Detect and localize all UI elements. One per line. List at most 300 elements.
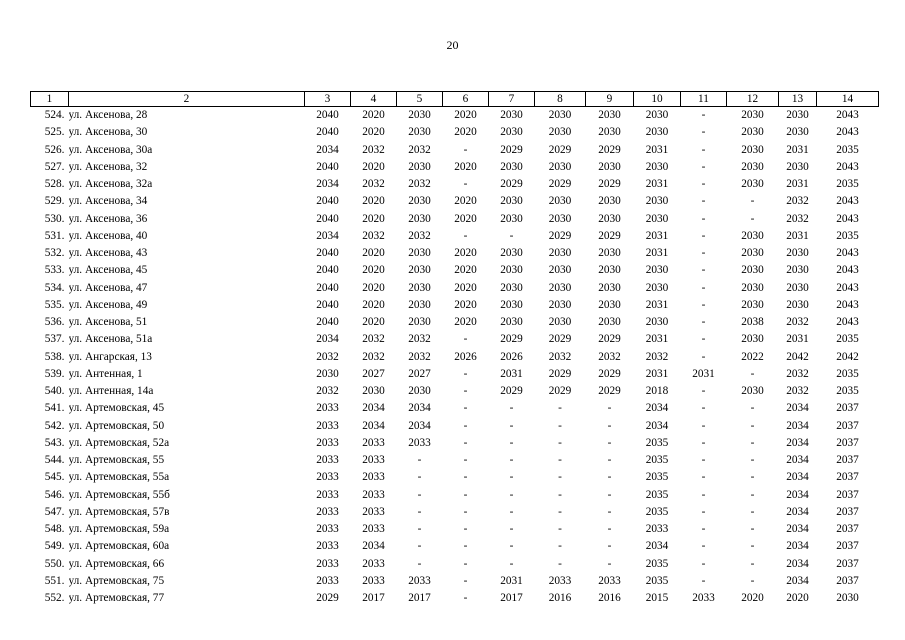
year-cell: 2032	[786, 367, 809, 380]
year-cell: 2032	[598, 350, 621, 363]
column-header: 3	[305, 92, 351, 107]
year-cell: 2034	[786, 454, 809, 467]
year-cell: 2033	[316, 436, 339, 449]
table-row	[31, 211, 879, 228]
year-cell: 2029	[548, 367, 572, 380]
year-cell: 2030	[598, 109, 621, 122]
address-cell: ул. Аксенова, 51	[68, 316, 148, 329]
row-number: 528.	[44, 178, 65, 191]
column-header: 5	[397, 92, 443, 107]
year-cell: 2016	[598, 592, 621, 605]
year-cell: 2029	[500, 333, 523, 346]
address-cell: ул. Артемовская, 77	[68, 592, 165, 605]
year-cell: -	[701, 574, 706, 587]
year-cell: 2020	[454, 160, 477, 173]
year-cell: 2027	[408, 367, 431, 380]
year-cell: 2043	[836, 195, 859, 208]
year-cell: 2043	[836, 247, 859, 260]
year-cell: 2020	[362, 298, 385, 311]
year-cell: -	[750, 574, 755, 587]
year-cell: 2030	[408, 109, 431, 122]
year-cell: 2030	[362, 385, 385, 398]
year-cell: 2030	[645, 109, 669, 122]
row-number: 549.	[44, 540, 65, 553]
year-cell: 2029	[548, 178, 572, 191]
year-cell: -	[750, 195, 755, 208]
year-cell: 2020	[362, 212, 385, 225]
year-cell: 2029	[598, 143, 621, 156]
year-cell: 2030	[741, 385, 764, 398]
year-cell: 2032	[408, 143, 431, 156]
year-cell: -	[463, 333, 468, 346]
year-cell: 2030	[500, 160, 523, 173]
year-cell: 2029	[548, 333, 572, 346]
year-cell: 2031	[786, 143, 809, 156]
year-cell: -	[463, 488, 468, 501]
address-cell: ул. Аксенова, 34	[68, 195, 148, 208]
year-cell: 2038	[741, 316, 764, 329]
year-cell: -	[463, 143, 468, 156]
year-cell: 2040	[316, 247, 339, 260]
year-cell: -	[607, 436, 612, 449]
year-cell: 2030	[500, 281, 523, 294]
table-row	[31, 487, 879, 504]
year-cell: 2030	[786, 298, 809, 311]
year-cell: 2030	[408, 316, 431, 329]
year-cell: -	[701, 402, 706, 415]
year-cell: 2030	[741, 178, 764, 191]
year-cell: -	[607, 540, 612, 553]
year-cell: 2040	[316, 316, 339, 329]
address-cell: ул. Аксенова, 32	[68, 160, 148, 173]
year-cell: 2035	[645, 505, 669, 518]
table-row	[31, 504, 879, 521]
year-cell: 2030	[741, 160, 764, 173]
address-cell: ул. Артемовская, 45	[68, 402, 165, 415]
address-cell: ул. Аксенова, 28	[68, 109, 148, 122]
year-cell: -	[558, 436, 562, 449]
year-cell: 2035	[645, 488, 669, 501]
year-cell: 2043	[836, 281, 859, 294]
year-cell: 2030	[408, 247, 431, 260]
year-cell: -	[701, 419, 706, 432]
year-cell: 2032	[362, 178, 385, 191]
year-cell: 2030	[741, 143, 764, 156]
year-cell: 2033	[316, 523, 339, 536]
year-cell: 2031	[500, 574, 523, 587]
header-row	[31, 92, 879, 107]
year-cell: 2030	[598, 316, 621, 329]
year-cell: 2032	[408, 178, 431, 191]
year-cell: 2042	[786, 350, 809, 363]
year-cell: 2030	[741, 109, 764, 122]
year-cell: 2020	[454, 126, 477, 139]
year-cell: 2035	[645, 574, 669, 587]
year-cell: -	[558, 419, 562, 432]
address-cell: ул. Артемовская, 75	[68, 574, 165, 587]
year-cell: 2030	[598, 247, 621, 260]
year-cell: 2035	[645, 471, 669, 484]
address-cell: ул. Артемовская, 57в	[68, 505, 170, 518]
year-cell: 2032	[548, 350, 572, 363]
year-cell: -	[463, 436, 468, 449]
address-cell: ул. Аксенова, 30	[68, 126, 148, 139]
table-row	[31, 262, 879, 279]
column-header: 9	[586, 92, 634, 107]
table-row	[31, 435, 879, 452]
table-row	[31, 159, 879, 176]
year-cell: 2037	[836, 419, 859, 432]
year-cell: 2033	[548, 574, 572, 587]
year-cell: -	[463, 229, 468, 242]
year-cell: -	[509, 436, 514, 449]
year-cell: 2029	[598, 178, 621, 191]
year-cell: -	[701, 505, 706, 518]
year-cell: 2020	[454, 109, 477, 122]
year-cell: 2037	[836, 471, 859, 484]
year-cell: 2031	[645, 333, 669, 346]
address-cell: ул. Аксенова, 40	[68, 229, 148, 242]
table-row	[31, 590, 879, 607]
year-cell: -	[607, 402, 612, 415]
year-cell: 2035	[836, 143, 859, 156]
table-header	[31, 92, 879, 107]
year-cell: 2029	[316, 592, 339, 605]
year-cell: -	[463, 592, 468, 605]
table-body	[31, 107, 879, 608]
year-cell: -	[463, 178, 468, 191]
year-cell: 2040	[316, 264, 339, 277]
year-cell: -	[463, 523, 468, 536]
row-number: 529.	[44, 195, 65, 208]
address-cell: ул. Аксенова, 49	[68, 298, 148, 311]
year-cell: 2020	[362, 281, 385, 294]
year-cell: 2032	[645, 350, 669, 363]
year-cell: -	[750, 471, 755, 484]
page-number: 20	[446, 38, 459, 52]
year-cell: 2030	[786, 281, 809, 294]
year-cell: 2017	[500, 592, 523, 605]
year-cell: 2031	[645, 247, 669, 260]
year-cell: -	[701, 126, 706, 139]
year-cell: 2030	[500, 109, 523, 122]
year-cell: 2017	[362, 592, 385, 605]
year-cell: -	[509, 505, 514, 518]
year-cell: 2043	[836, 212, 859, 225]
year-cell: 2034	[786, 505, 809, 518]
year-cell: -	[509, 488, 514, 501]
year-cell: 2030	[316, 367, 339, 380]
year-cell: 2033	[408, 574, 431, 587]
year-cell: 2033	[316, 574, 339, 587]
year-cell: -	[558, 454, 562, 467]
year-cell: -	[417, 523, 422, 536]
year-cell: 2030	[741, 229, 764, 242]
year-cell: 2030	[645, 212, 669, 225]
year-cell: 2032	[786, 316, 809, 329]
year-cell: 2030	[408, 212, 431, 225]
address-cell: ул. Артемовская, 55б	[68, 488, 170, 501]
address-cell: ул. Артемовская, 55	[68, 454, 165, 467]
address-cell: ул. Аксенова, 32а	[68, 178, 153, 191]
year-cell: 2035	[836, 229, 859, 242]
year-cell: 2030	[598, 281, 621, 294]
year-cell: 2020	[454, 298, 477, 311]
year-cell: 2029	[598, 385, 621, 398]
year-cell: 2030	[408, 281, 431, 294]
year-cell: 2043	[836, 109, 859, 122]
year-cell: 2035	[645, 454, 669, 467]
year-cell: 2034	[316, 229, 339, 242]
year-cell: -	[701, 160, 706, 173]
year-cell: 2034	[786, 471, 809, 484]
year-cell: 2030	[741, 247, 764, 260]
table-row	[31, 556, 879, 573]
year-cell: -	[417, 471, 422, 484]
year-cell: 2020	[741, 592, 764, 605]
year-cell: 2030	[786, 109, 809, 122]
year-cell: -	[750, 454, 755, 467]
year-cell: 2043	[836, 126, 859, 139]
year-cell: 2034	[786, 488, 809, 501]
year-cell: 2020	[362, 247, 385, 260]
year-cell: 2030	[500, 212, 523, 225]
year-cell: 2030	[548, 160, 572, 173]
year-cell: 2035	[836, 385, 859, 398]
year-cell: 2034	[645, 402, 669, 415]
row-number: 531.	[44, 229, 65, 242]
year-cell: -	[701, 229, 706, 242]
year-cell: 2037	[836, 574, 859, 587]
year-cell: -	[463, 540, 468, 553]
row-number: 536.	[44, 316, 65, 329]
year-cell: -	[701, 471, 706, 484]
year-cell: -	[750, 505, 755, 518]
year-cell: 2034	[362, 540, 385, 553]
year-cell: -	[558, 505, 562, 518]
year-cell: 2033	[598, 574, 621, 587]
table-row	[31, 469, 879, 486]
row-number: 547.	[44, 505, 65, 518]
table-row	[31, 521, 879, 538]
year-cell: 2034	[316, 333, 339, 346]
year-cell: -	[750, 488, 755, 501]
year-cell: 2030	[548, 126, 572, 139]
year-cell: 2037	[836, 488, 859, 501]
year-cell: 2026	[454, 350, 477, 363]
column-header: 13	[779, 92, 817, 107]
year-cell: -	[558, 402, 562, 415]
year-cell: 2032	[362, 229, 385, 242]
table-row	[31, 418, 879, 435]
year-cell: 2033	[316, 454, 339, 467]
year-cell: 2032	[408, 229, 431, 242]
year-cell: 2040	[316, 195, 339, 208]
year-cell: -	[509, 402, 514, 415]
year-cell: -	[463, 385, 468, 398]
year-cell: 2037	[836, 505, 859, 518]
year-cell: 2034	[786, 419, 809, 432]
year-cell: 2033	[316, 488, 339, 501]
year-cell: 2030	[548, 212, 572, 225]
year-cell: 2034	[645, 540, 669, 553]
year-cell: -	[417, 488, 422, 501]
column-header: 6	[443, 92, 489, 107]
year-cell: 2034	[786, 436, 809, 449]
year-cell: 2027	[362, 367, 385, 380]
year-cell: 2043	[836, 298, 859, 311]
year-cell: -	[701, 436, 706, 449]
year-cell: 2033	[362, 505, 385, 518]
year-cell: 2033	[692, 592, 715, 605]
year-cell: 2030	[645, 160, 669, 173]
year-cell: -	[509, 454, 514, 467]
year-cell: -	[607, 454, 612, 467]
year-cell: -	[509, 557, 514, 570]
table-row	[31, 176, 879, 193]
column-header: 14	[817, 92, 879, 107]
row-number: 550.	[44, 557, 65, 570]
row-number: 539.	[44, 367, 65, 380]
column-header: 7	[489, 92, 535, 107]
year-cell: 2030	[408, 160, 431, 173]
year-cell: 2033	[316, 505, 339, 518]
year-cell: 2033	[316, 419, 339, 432]
year-cell: 2031	[645, 178, 669, 191]
year-cell: 2030	[598, 195, 621, 208]
year-cell: -	[463, 557, 468, 570]
year-cell: 2034	[316, 143, 339, 156]
year-cell: 2034	[316, 178, 339, 191]
year-cell: -	[701, 316, 706, 329]
year-cell: 2022	[741, 350, 764, 363]
year-cell: 2016	[548, 592, 572, 605]
year-cell: 2037	[836, 557, 859, 570]
year-cell: 2029	[598, 367, 621, 380]
year-cell: -	[607, 523, 612, 536]
year-cell: -	[701, 523, 706, 536]
table-row	[31, 280, 879, 297]
year-cell: -	[701, 454, 706, 467]
year-cell: -	[701, 350, 706, 363]
year-cell: -	[701, 385, 706, 398]
year-cell: 2030	[741, 281, 764, 294]
year-cell: -	[750, 367, 755, 380]
year-cell: 2030	[786, 247, 809, 260]
address-cell: ул. Аксенова, 30а	[68, 143, 153, 156]
year-cell: 2034	[786, 574, 809, 587]
year-cell: 2030	[408, 385, 431, 398]
year-cell: 2032	[316, 350, 339, 363]
column-header: 1	[31, 92, 69, 107]
year-cell: -	[701, 178, 706, 191]
year-cell: 2020	[454, 281, 477, 294]
year-cell: -	[750, 402, 755, 415]
year-cell: 2030	[500, 126, 523, 139]
year-cell: 2035	[836, 178, 859, 191]
year-cell: -	[463, 367, 468, 380]
column-header: 8	[535, 92, 586, 107]
year-cell: 2030	[598, 264, 621, 277]
year-cell: 2034	[786, 557, 809, 570]
table-row	[31, 573, 879, 590]
year-cell: 2020	[362, 316, 385, 329]
year-cell: 2040	[316, 281, 339, 294]
row-number: 532.	[44, 247, 65, 260]
year-cell: 2030	[598, 212, 621, 225]
year-cell: 2031	[786, 333, 809, 346]
year-cell: -	[701, 488, 706, 501]
year-cell: 2033	[362, 488, 385, 501]
year-cell: -	[701, 298, 706, 311]
year-cell: 2033	[316, 402, 339, 415]
year-cell: 2034	[786, 540, 809, 553]
year-cell: -	[701, 212, 706, 225]
year-cell: 2020	[454, 316, 477, 329]
year-cell: 2030	[786, 264, 809, 277]
year-cell: -	[463, 471, 468, 484]
year-cell: 2040	[316, 160, 339, 173]
year-cell: 2032	[362, 350, 385, 363]
year-cell: 2043	[836, 316, 859, 329]
year-cell: -	[750, 419, 755, 432]
year-cell: 2035	[645, 557, 669, 570]
table-row	[31, 366, 879, 383]
year-cell: -	[701, 109, 706, 122]
year-cell: -	[750, 557, 755, 570]
year-cell: 2032	[786, 385, 809, 398]
year-cell: 2029	[500, 385, 523, 398]
year-cell: -	[463, 454, 468, 467]
year-cell: 2032	[408, 333, 431, 346]
address-cell: ул. Артемовская, 52а	[68, 436, 170, 449]
year-cell: -	[558, 471, 562, 484]
year-cell: 2037	[836, 454, 859, 467]
year-cell: -	[509, 471, 514, 484]
year-cell: 2033	[645, 523, 669, 536]
table-row	[31, 452, 879, 469]
year-cell: 2030	[598, 126, 621, 139]
year-cell: -	[701, 281, 706, 294]
year-cell: 2035	[836, 367, 859, 380]
year-cell: 2030	[548, 195, 572, 208]
year-cell: 2037	[836, 402, 859, 415]
year-cell: 2030	[500, 264, 523, 277]
column-header: 10	[634, 92, 681, 107]
year-cell: 2040	[316, 298, 339, 311]
year-cell: -	[750, 436, 755, 449]
year-cell: 2018	[645, 385, 669, 398]
year-cell: 2043	[836, 264, 859, 277]
year-cell: 2034	[645, 419, 669, 432]
year-cell: 2034	[786, 402, 809, 415]
column-header: 4	[351, 92, 397, 107]
year-cell: 2030	[836, 592, 859, 605]
year-cell: -	[607, 557, 612, 570]
year-cell: 2040	[316, 212, 339, 225]
year-cell: 2020	[454, 264, 477, 277]
year-cell: -	[463, 505, 468, 518]
year-cell: 2029	[548, 229, 572, 242]
year-cell: 2033	[316, 540, 339, 553]
row-number: 535.	[44, 298, 65, 311]
year-cell: 2020	[454, 247, 477, 260]
year-cell: 2029	[598, 229, 621, 242]
year-cell: 2031	[645, 229, 669, 242]
year-cell: -	[750, 212, 755, 225]
year-cell: 2015	[645, 592, 669, 605]
year-cell: 2034	[362, 419, 385, 432]
